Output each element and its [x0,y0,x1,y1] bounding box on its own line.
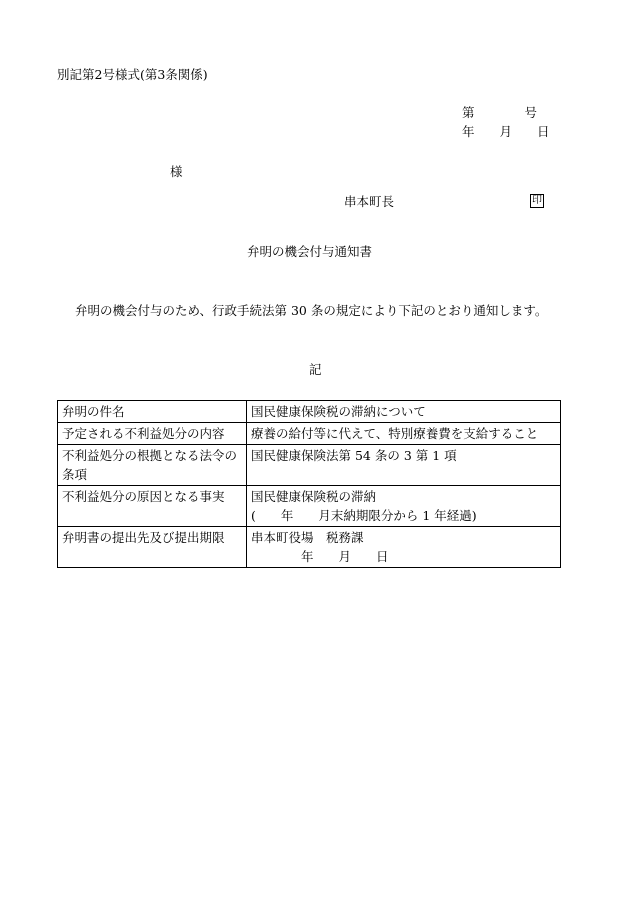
document-number: 第 号 [462,105,538,120]
row-value-line: 療養の給付等に代えて、特別療養費を支給すること [251,426,539,441]
row-label: 不利益処分の根拠となる法令の条項 [58,445,247,486]
row-value-line: ( 年 月末納期限分から 1 年経過) [251,508,477,523]
recipient-suffix: 様 [170,164,183,179]
table-row [58,486,561,527]
row-label: 弁明書の提出先及び提出期限 [58,527,247,568]
table-row [58,401,561,423]
table-row [58,423,561,445]
document-title: 弁明の機会付与通知書 [247,244,373,259]
row-value-line: 串本町役場 税務課 [251,530,364,545]
table-row [58,445,561,486]
row-value-line: 国民健康保険税の滞納について [251,404,426,419]
form-label: 別記第2号様式(第3条関係) [57,67,208,82]
row-label: 予定される不利益処分の内容 [58,423,247,445]
issue-date: 年 月 日 [462,124,550,139]
sender-name: 串本町長 [344,194,395,209]
row-value [247,423,561,445]
row-value [247,486,561,527]
row-value [247,527,561,568]
row-label: 不利益処分の原因となる事実 [58,486,247,527]
seal-mark: 印 [532,195,542,206]
row-value [247,445,561,486]
details-table [57,400,561,568]
table-row [58,527,561,568]
row-value-line: 国民健康保険税の滞納 [251,489,377,504]
body-text: 弁明の機会付与のため、行政手続法第 30 条の規定により下記のとおり通知します。 [75,303,548,318]
row-label: 弁明の件名 [58,401,247,423]
row-value [247,401,561,423]
row-value-line: 年 月 日 [251,549,389,564]
ki-heading: 記 [309,362,322,377]
row-value-line: 国民健康保険法第 54 条の 3 第 1 項 [251,448,457,463]
